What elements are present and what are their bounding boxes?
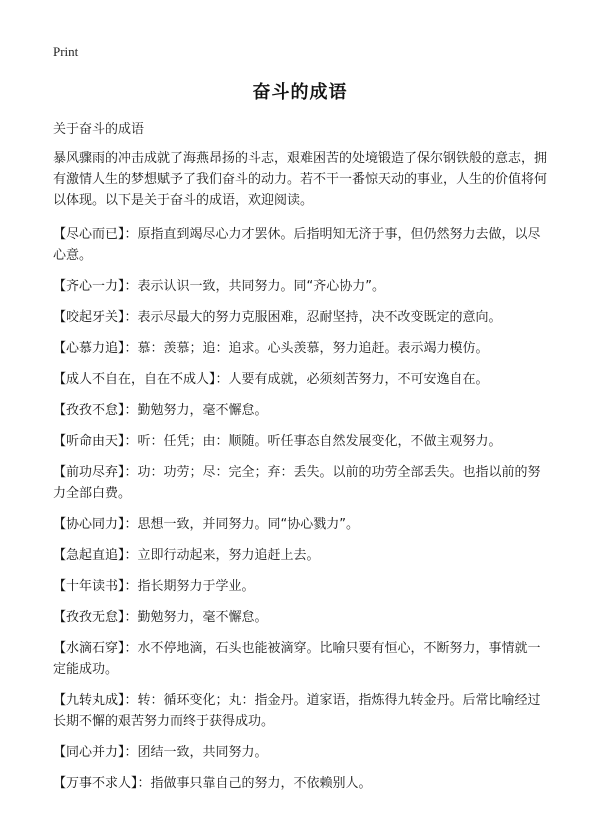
- article-body: [53, 148, 553, 804]
- idiom-entry: [53, 607, 553, 628]
- idiom-definition: ：人要有成就，必须刻苦努力，不可安逸自在。: [215, 372, 489, 387]
- idiom-term: 【齐心一力】: [53, 279, 125, 294]
- intro-paragraph: 暴风骤雨的冲击成就了海燕昂扬的斗志，艰难困苦的处境锻造了保尔钢铁般的意志，拥有激情人生的梦想赋予了我们奋斗的动力。若不干一番惊天动的事业，人生的价值将何以体现。以下是关于奋斗的成语，欢迎阅读。: [53, 151, 548, 208]
- idiom-entry: [53, 690, 553, 732]
- idiom-entry: [53, 400, 553, 421]
- idiom-term: 【九转丸成】: [53, 693, 125, 708]
- idiom-definition: ：转：循环变化；丸：指金丹。道家语，指炼得九转金丹。后常比喻经过长期不懈的艰苦努力而终于获得成功。: [53, 693, 541, 729]
- idiom-definition: ：水不停地滴，石头也能被滴穿。比喻只要有恒心，不断努力，事情就一定能成功。: [53, 641, 541, 677]
- idiom-term: 【心慕力追】: [53, 341, 125, 356]
- page-title: 奋斗的成语: [252, 82, 348, 103]
- idiom-term: 【前功尽弃】: [53, 465, 125, 480]
- idiom-entry: [53, 576, 553, 597]
- idiom-term: 【十年读书】: [53, 579, 125, 594]
- idiom-term: 【成人不自在，自在不成人】: [53, 372, 216, 387]
- idiom-term: 【水滴石穿】: [53, 641, 125, 656]
- idiom-entry: [53, 276, 553, 297]
- idiom-term: 【万事不求人】: [53, 776, 138, 791]
- idiom-definition: ：慕：羡慕；追：追求。心头羡慕，努力追赶。表示竭力模仿。: [124, 341, 489, 356]
- idiom-entry: [53, 462, 553, 504]
- idiom-term: 【听命由天】: [53, 434, 125, 449]
- idiom-definition: ：勤勉努力，毫不懈怠。: [124, 403, 268, 418]
- idiom-definition: ：勤勉努力，毫不懈怠。: [124, 610, 268, 625]
- idiom-definition: ：指做事只靠自己的努力，不依赖别人。: [137, 776, 372, 791]
- idiom-term: 【同心并力】: [53, 745, 125, 760]
- idiom-definition: ：团结一致，共同努力。: [124, 745, 268, 760]
- idiom-entry: [53, 545, 553, 566]
- idiom-entry: [53, 338, 553, 359]
- idiom-list: [53, 224, 553, 794]
- idiom-definition: ：指长期努力于学业。: [124, 579, 255, 594]
- print-link[interactable]: Print: [53, 44, 79, 59]
- idiom-entry: [53, 224, 553, 266]
- idiom-term: 【急起直追】: [53, 548, 125, 563]
- idiom-entry: [53, 431, 553, 452]
- idiom-term: 【尽心而已】: [53, 227, 125, 242]
- idiom-definition: ：功：功劳；尽：完全；弃：丢失。以前的功劳全部丢失。也指以前的努力全部白费。: [53, 465, 541, 501]
- idiom-definition: ：表示尽最大的努力克服困难，忍耐坚持，决不改变既定的意向。: [124, 310, 502, 325]
- idiom-definition: ：立即行动起来，努力追赶上去。: [124, 548, 320, 563]
- idiom-entry: [53, 307, 553, 328]
- idiom-term: 【孜孜不怠】: [53, 403, 125, 418]
- idiom-term: 【咬起牙关】: [53, 310, 125, 325]
- idiom-entry: [53, 742, 553, 763]
- idiom-entry: [53, 514, 553, 535]
- idiom-entry: [53, 773, 553, 794]
- idiom-entry: [53, 638, 553, 680]
- idiom-definition: ：听：任凭；由：顺随。听任事态自然发展变化，不做主观努力。: [124, 434, 502, 449]
- subtitle: 关于奋斗的成语: [53, 122, 145, 137]
- idiom-definition: ：原指直到竭尽心力才罢休。后指明知无济于事，但仍然努力去做，以尽心意。: [53, 227, 541, 263]
- idiom-entry: [53, 369, 553, 390]
- idiom-term: 【孜孜无怠】: [53, 610, 125, 625]
- idiom-definition: ：表示认识一致，共同努力。同“齐心协力”。: [124, 279, 385, 294]
- idiom-term: 【协心同力】: [53, 517, 125, 532]
- idiom-definition: ：思想一致，并同努力。同“协心戮力”。: [124, 517, 359, 532]
